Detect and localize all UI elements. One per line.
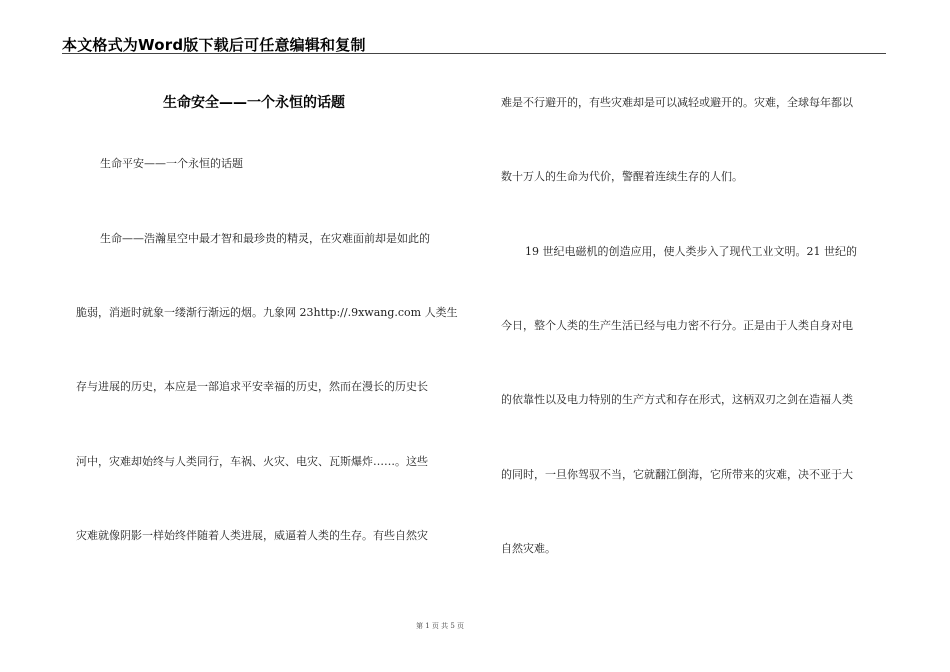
paragraph-line: 脆弱，消逝时就象一缕渐行渐远的烟。九象网 23http://.9xwang.com 人类生 [76,306,458,319]
paragraph-line: 19 世纪电磁机的创造应用，使人类步入了现代工业文明。21 世纪的 [525,245,857,258]
paragraph-line: 数十万人的生命为代价，警醒着连续生存的人们。 [501,170,743,183]
paragraph-line: 生命平安——一个永恒的话题 [100,157,243,170]
paragraph-line: 的依靠性以及电力特别的生产方式和存在形式，这柄双刃之剑在造福人类 [501,393,853,406]
paragraph-line: 自然灾难。 [501,542,556,555]
paragraph-line: 的同时，一旦你驾驭不当，它就翻江倒海，它所带来的灾难，决不亚于大 [501,468,853,481]
paragraph-line: 今日，整个人类的生产生活已经与电力密不行分。正是由于人类自身对电 [501,319,853,332]
paragraph-line: 灾难就像阴影一样始终伴随着人类进展，威逼着人类的生存。有些自然灾 [76,529,428,542]
paragraph-line: 难是不行避开的，有些灾难却是可以减轻或避开的。灾难，全球每年都以 [501,96,853,109]
paragraph-line: 生命——浩瀚星空中最才智和最珍贵的精灵，在灾难面前却是如此的 [100,232,430,245]
header-divider [62,53,886,54]
word-format-banner: 本文格式为Word版下载后可任意编辑和复制 [62,36,366,54]
paragraph-line: 存与进展的历史，本应是一部追求平安幸福的历史，然而在漫长的历史长 [76,380,428,393]
page-number: 第 1 页 共 5 页 [415,622,465,630]
document-title: 生命安全——一个永恒的话题 [163,95,345,111]
paragraph-line: 河中，灾难却始终与人类同行，车祸、火灾、电灾、瓦斯爆炸……。这些 [76,455,428,468]
